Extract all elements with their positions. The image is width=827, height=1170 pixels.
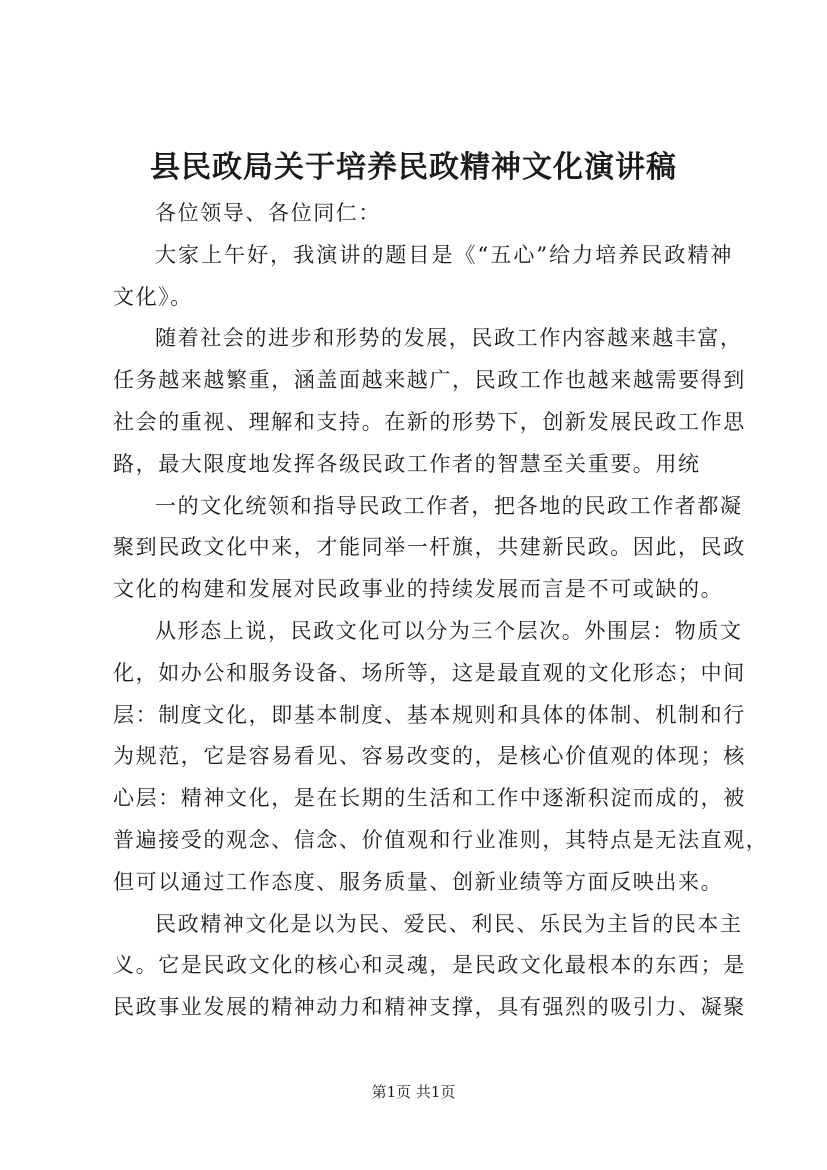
paragraph-line: 从形态上说，民政文化可以分为三个层次。外围层：物质文 bbox=[155, 618, 743, 643]
paragraph-line: 任务越来越繁重，涵盖面越来越广，民政工作也越来越需要得到 bbox=[113, 368, 746, 393]
paragraph-line: 民政事业发展的精神动力和精神支撑，具有强烈的吸引力、凝聚 bbox=[113, 995, 746, 1020]
paragraph-line: 为规范，它是容易看见、容易改变的，是核心价值观的体现；核 bbox=[113, 744, 746, 769]
paragraph-line: 聚到民政文化中来，才能同举一杆旗，共建新民政。因此，民政 bbox=[113, 535, 746, 560]
paragraph-line: 社会的重视、理解和支持。在新的形势下，创新发展民政工作思 bbox=[113, 409, 746, 434]
document-title: 县民政局关于培养民政精神文化演讲稿 bbox=[150, 150, 677, 185]
page-number-footer: 第1页 共1页 bbox=[371, 1083, 456, 1101]
paragraph-line: 随着社会的进步和形势的发展，民政工作内容越来越丰富， bbox=[155, 326, 743, 351]
document-body bbox=[113, 193, 769, 1029]
paragraph-line: 层：制度文化，即基本制度、基本规则和具体的体制、机制和行 bbox=[113, 702, 746, 727]
paragraph-line: 义。它是民政文化的核心和灵魂，是民政文化最根本的东西；是 bbox=[113, 953, 746, 978]
paragraph-line: 一的文化统领和指导民政工作者，把各地的民政工作者都凝 bbox=[155, 493, 743, 518]
paragraph-line: 大家上午好，我演讲的题目是《“五心”给力培养民政精神 bbox=[155, 242, 733, 267]
paragraph-line: 心层：精神文化，是在长期的生活和工作中逐渐积淀而成的，被 bbox=[113, 786, 746, 811]
paragraph-line: 文化》。 bbox=[113, 284, 193, 309]
paragraph-line: 路，最大限度地发挥各级民政工作者的智慧至关重要。用统 bbox=[113, 451, 701, 476]
greeting-line: 各位领导、各位同仁： bbox=[155, 201, 381, 225]
paragraph-line: 普遍接受的观念、信念、价值观和行业准则，其特点是无法直观， bbox=[113, 827, 769, 852]
paragraph-line: 化，如办公和服务设备、场所等，这是最直观的文化形态；中间 bbox=[113, 660, 746, 685]
paragraph-line: 文化的构建和发展对民政事业的持续发展而言是不可或缺的。 bbox=[113, 577, 724, 602]
paragraph-line: 但可以通过工作态度、服务质量、创新业绩等方面反映出来。 bbox=[113, 869, 724, 894]
paragraph-line: 民政精神文化是以为民、爱民、利民、乐民为主旨的民本主 bbox=[155, 911, 743, 936]
